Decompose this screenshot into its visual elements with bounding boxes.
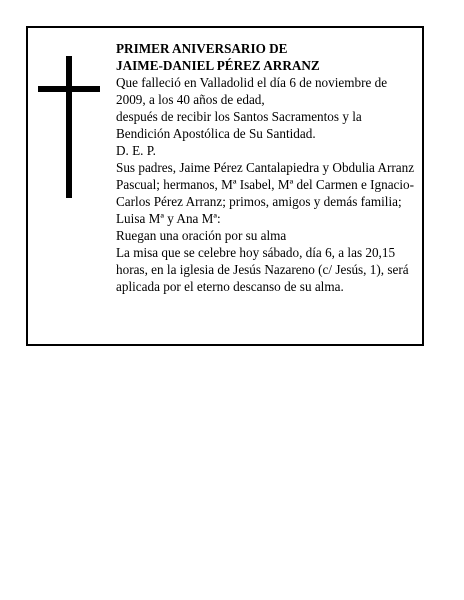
cross-horizontal-bar: [38, 86, 100, 92]
notice-title-line-1: PRIMER ANIVERSARIO DE: [116, 41, 288, 56]
notice-title-line-2: JAIME-DANIEL PÉREZ ARRANZ: [116, 58, 320, 73]
family-text: Sus padres, Jaime Pérez Cantalapiedra y Obdulia Arranz Pascual; hermanos, Mª Isabel, Mª del Carmen e Ignacio-Carlos Pérez Arranz; primos, amigos y demás familia; Luisa Mª y Ana Mª:: [116, 160, 415, 226]
mass-details: La misa que se celebre hoy sábado, día 6, a las 20,15 horas, en la iglesia de Jesús Nazareno (c/ Jesús, 1), será aplicada por el eterno descanso de su alma.: [116, 245, 409, 294]
obituary-notice: [26, 26, 424, 346]
death-details: Que falleció en Valladolid el día 6 de noviembre de 2009, a los 40 años de edad,: [116, 75, 388, 107]
cross-vertical-bar: [66, 56, 72, 198]
sacraments-text: después de recibir los Santos Sacramentos y la Bendición Apostólica de Su Santidad.: [116, 109, 362, 141]
notice-text: [116, 40, 416, 295]
prayer-request: Ruegan una oración por su alma: [116, 228, 287, 243]
rip-text: D. E. P.: [116, 143, 156, 158]
